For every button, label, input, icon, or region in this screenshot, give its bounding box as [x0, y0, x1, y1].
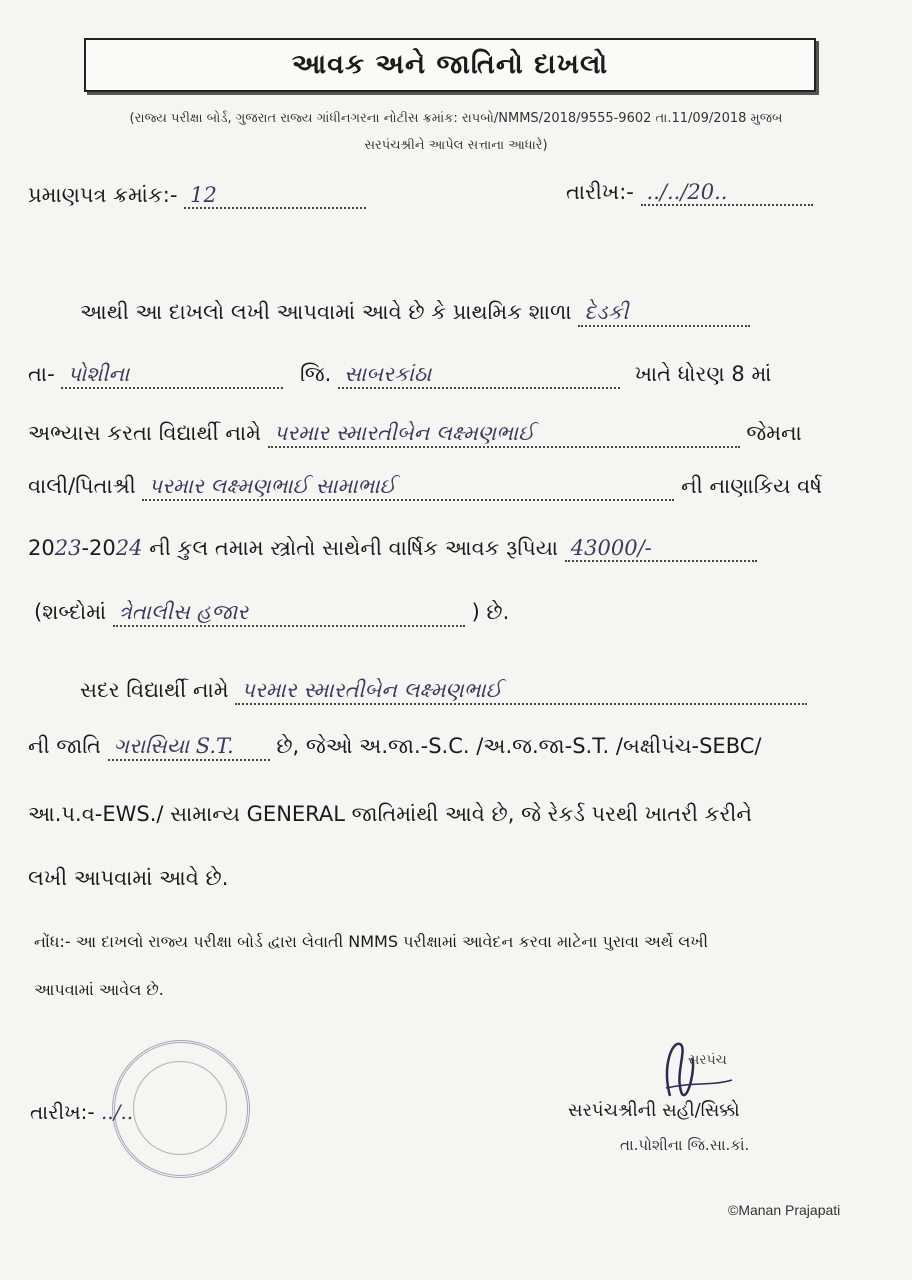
office-stamp-inner-ring	[133, 1061, 227, 1155]
reference-line-2: સરપંચશ્રીને આપેલ સત્તાના આધારે)	[364, 138, 548, 153]
watermark-credit: ©Manan Prajapati	[728, 1202, 841, 1218]
financial-year-suffix: ની નાણાકિય વર્ષ	[681, 474, 822, 498]
district-value: સાબરકાંઠા	[338, 362, 620, 389]
footer-date-label: તારીખ:-	[30, 1100, 95, 1124]
caste-label: ની જાતિ	[28, 734, 101, 758]
year-from-value: 23	[54, 536, 82, 560]
taluka-label: તા-	[28, 362, 55, 386]
student2-row	[80, 678, 807, 705]
signature-scribble	[652, 1036, 792, 1106]
certificate-title-box	[84, 38, 816, 92]
taluka-value: પોશીના	[61, 362, 283, 389]
student-name-value: પરમાર સ્મારતીબેન લક્ષ્મણભાઈ	[268, 421, 740, 448]
income-words-value: ત્રેતાલીસ હજાર	[113, 600, 465, 627]
income-value: 43000/-	[565, 536, 757, 562]
note-line-2: આપવામાં આવેલ છે.	[34, 980, 164, 999]
guardian-row	[28, 474, 822, 501]
signature-label: સરપંચશ્રીની સહી/સિક્કો	[568, 1100, 740, 1121]
income-words-row	[34, 600, 509, 627]
student2-name-value: પરમાર સ્મારતીબેન લક્ષ્મણભાઈ	[235, 678, 807, 705]
certificate-number-label: પ્રમાણપત્ર ક્રમાંક:-	[28, 183, 178, 207]
caste-value: ગરાસિયા S.T.	[108, 734, 270, 761]
school-name-value: દેડકી	[578, 300, 750, 327]
certificate-title: આવક અને જાતિનો દાખલો	[291, 49, 609, 80]
student2-label: સદર વિદ્યાર્થી નામે	[80, 678, 229, 702]
guardian-suffix: જેમના	[746, 421, 802, 445]
certificate-date-label: તારીખ:-	[566, 180, 634, 204]
stamp-address: તા.પોશીના જિ.સા.કાં.	[620, 1136, 750, 1154]
income-words-label: (શબ્દોમાં	[34, 600, 107, 624]
income-row	[28, 536, 757, 562]
year-to-prefix: -20	[81, 536, 116, 560]
student-row	[28, 421, 802, 448]
guardian-name-value: પરમાર લક્ષ્મણભાઈ સામાભાઈ	[142, 474, 674, 501]
caste-list: છે, જેઓ અ.જા.-S.C. /અ.જ.જા-S.T. /બક્ષીપંચ-SEBC/	[276, 734, 762, 758]
caste-row	[28, 734, 761, 761]
school-intro-text: આથી આ દાખલો લખી આપવામાં આવે છે કે પ્રાથમિક શાળા	[80, 300, 572, 324]
class-text: ખાતે ધોરણ 8 માં	[634, 362, 772, 386]
student-label: અભ્યાસ કરતા વિદ્યાર્થી નામે	[28, 421, 261, 445]
certificate-date-value: ../../20..	[641, 180, 813, 206]
guardian-label: વાલી/પિતાશ્રી	[28, 474, 136, 498]
school-row	[80, 300, 750, 327]
income-text: ની કુલ તમામ સ્ત્રોતો સાથેની વાર્ષિક આવક રૂપિયા	[149, 536, 559, 560]
caste-list-row-2: આ.પ.વ-EWS./ સામાન્ય GENERAL જાતિમાંથી આવે છે, જે રેકર્ડ પરથી ખાતરી કરીને	[28, 802, 753, 826]
closing-line: લખી આપવામાં આવે છે.	[28, 866, 229, 890]
year-from-prefix: 20	[28, 536, 55, 560]
footer-date-row	[30, 1100, 133, 1124]
certificate-date-row	[566, 180, 813, 206]
location-row	[28, 362, 771, 389]
district-label: જિ.	[300, 362, 332, 386]
reference-line-1: (રાજ્ય પરીક્ષા બોર્ડ, ગુજરાત રાજ્ય ગાંધીનગરના નોટીસ ક્રમાંક: રાપબો/NMMS/2018/9555-9602 તા.11/09/2018 મુજબ	[129, 111, 783, 126]
certificate-number-row	[28, 183, 366, 209]
footer-date-value: ../..	[100, 1100, 134, 1124]
stamp-caption: સરપંચ	[688, 1052, 727, 1068]
income-words-suffix: ) છે.	[471, 600, 510, 624]
year-to-value: 24	[115, 536, 143, 560]
certificate-number-value: 12	[184, 183, 366, 209]
note-line-1: નોંધ:- આ દાખલો રાજ્ય પરીક્ષા બોર્ડ દ્વારા લેવાતી NMMS પરીક્ષામાં આવેદન કરવા માટેના પુરાવા અર્થે લખી	[34, 932, 709, 951]
